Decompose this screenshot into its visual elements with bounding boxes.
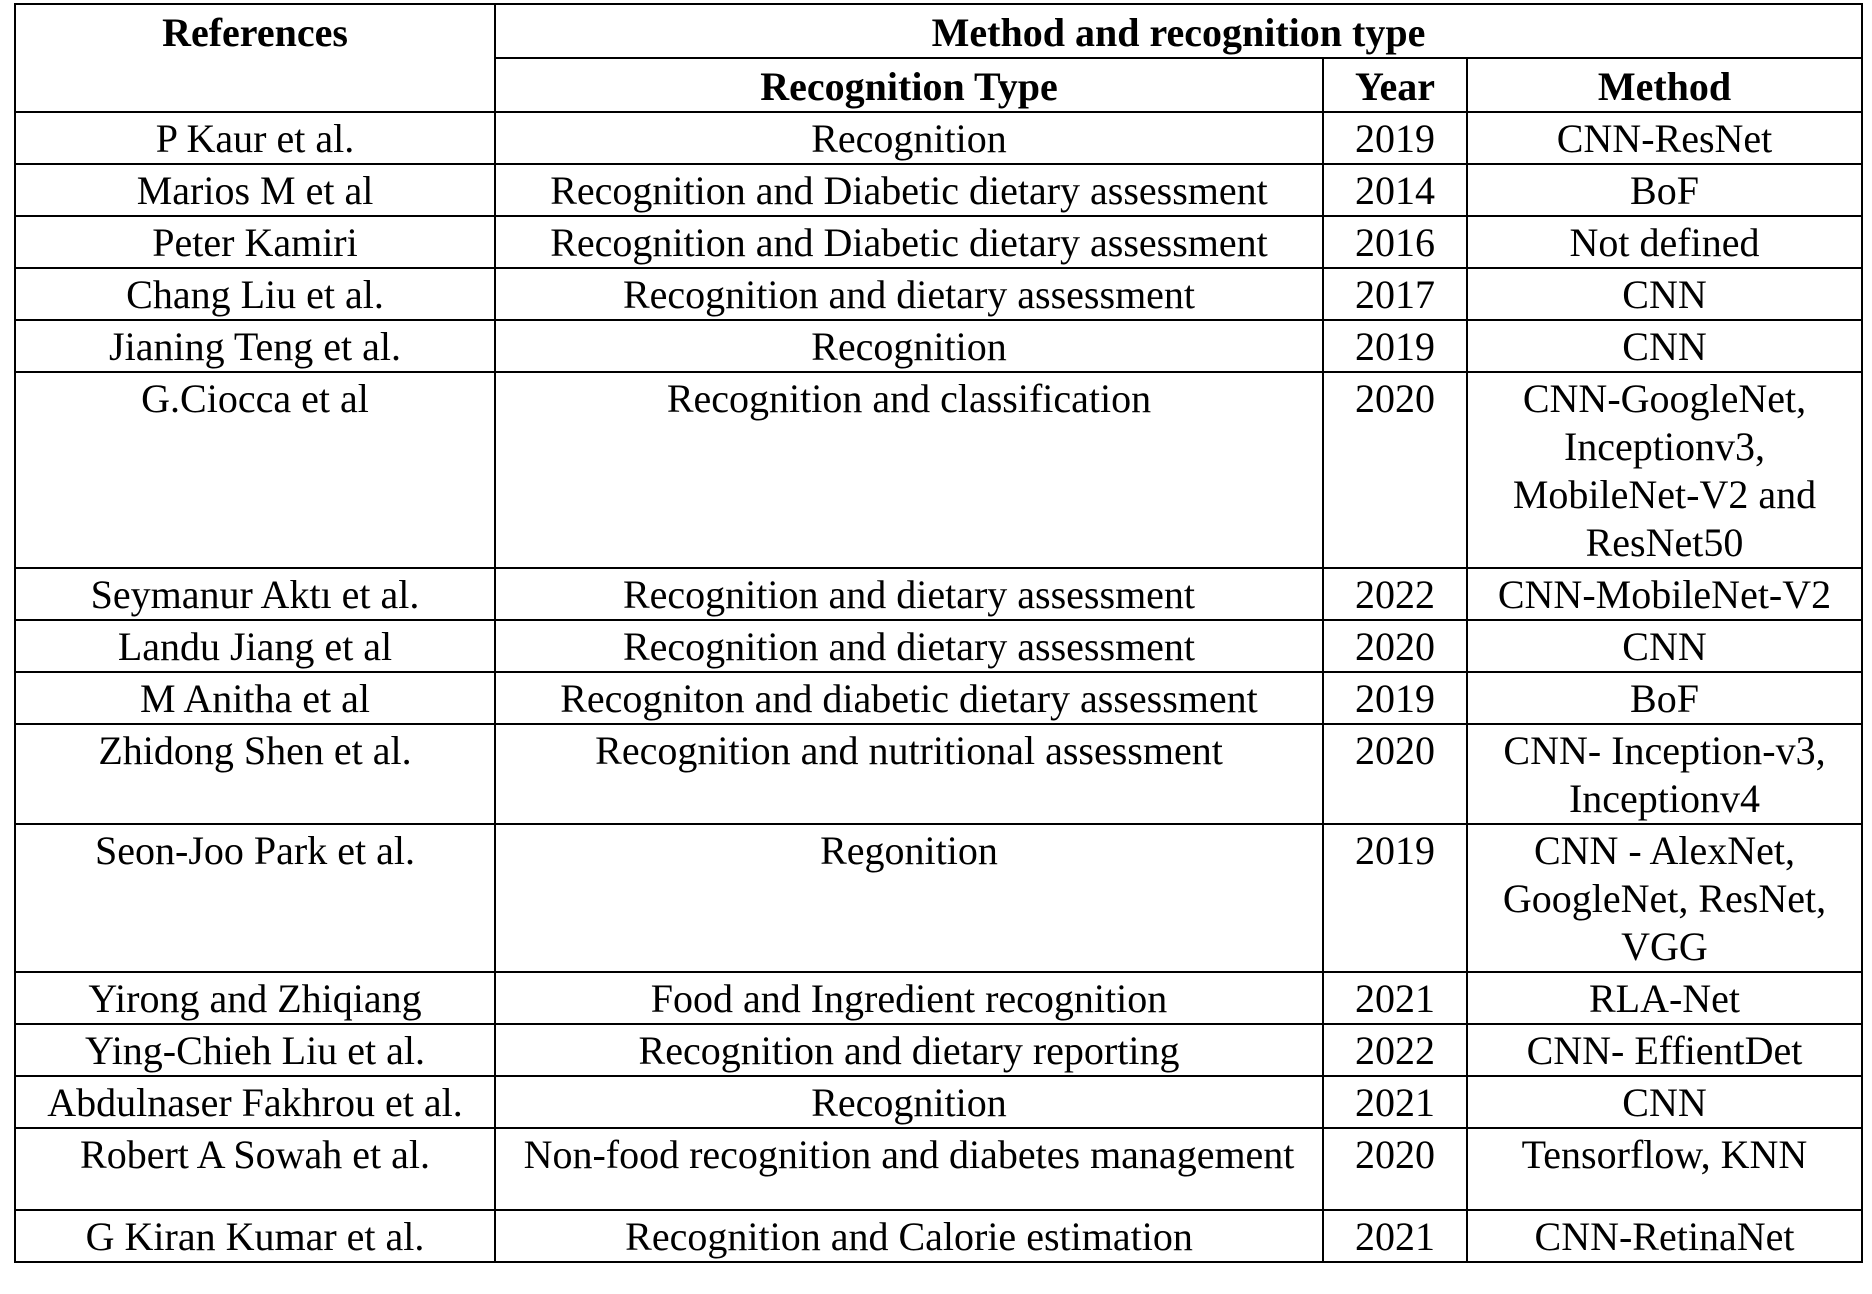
cell-reference: Jianing Teng et al.	[15, 320, 495, 372]
cell-year: 2017	[1323, 268, 1467, 320]
table-row	[15, 1024, 1862, 1076]
cell-year: 2020	[1323, 620, 1467, 672]
table-row	[15, 568, 1862, 620]
cell-reference: Robert A Sowah et al.	[15, 1128, 495, 1210]
table-row	[15, 1128, 1862, 1210]
table-row	[15, 620, 1862, 672]
cell-recognition-type: Recognition and nutritional assessment	[495, 724, 1323, 824]
cell-year: 2014	[1323, 164, 1467, 216]
table-row	[15, 372, 1862, 568]
table-row	[15, 672, 1862, 724]
cell-reference: M Anitha et al	[15, 672, 495, 724]
table-row	[15, 164, 1862, 216]
cell-method: CNN	[1467, 620, 1862, 672]
cell-year: 2019	[1323, 672, 1467, 724]
cell-method: CNN	[1467, 1076, 1862, 1128]
cell-year: 2022	[1323, 568, 1467, 620]
cell-method: CNN-ResNet	[1467, 112, 1862, 164]
cell-year: 2021	[1323, 1210, 1467, 1262]
cell-method: CNN- EffientDet	[1467, 1024, 1862, 1076]
cell-recognition-type: Recognition and dietary reporting	[495, 1024, 1323, 1076]
cell-year: 2016	[1323, 216, 1467, 268]
cell-recognition-type: Recogniton and diabetic dietary assessment	[495, 672, 1323, 724]
cell-year: 2019	[1323, 320, 1467, 372]
header-references: References	[15, 4, 495, 112]
cell-reference: Marios M et al	[15, 164, 495, 216]
cell-year: 2019	[1323, 112, 1467, 164]
cell-reference: Ying-Chieh Liu et al.	[15, 1024, 495, 1076]
cell-method: CNN- Inception-v3, Inceptionv4	[1467, 724, 1862, 824]
cell-reference: Zhidong Shen et al.	[15, 724, 495, 824]
cell-recognition-type: Recognition and dietary assessment	[495, 268, 1323, 320]
cell-recognition-type: Recognition and Diabetic dietary assessment	[495, 216, 1323, 268]
cell-recognition-type: Recognition and Diabetic dietary assessment	[495, 164, 1323, 216]
cell-year: 2021	[1323, 972, 1467, 1024]
cell-recognition-type: Recognition	[495, 1076, 1323, 1128]
cell-method: CNN-GoogleNet, Inceptionv3, MobileNet-V2 and ResNet50	[1467, 372, 1862, 568]
header-row-top	[15, 4, 1862, 58]
cell-recognition-type: Recognition and classification	[495, 372, 1323, 568]
cell-year: 2020	[1323, 724, 1467, 824]
references-table	[14, 3, 1863, 1263]
cell-method: CNN-RetinaNet	[1467, 1210, 1862, 1262]
cell-method: CNN	[1467, 268, 1862, 320]
cell-reference: Peter Kamiri	[15, 216, 495, 268]
header-year: Year	[1323, 58, 1467, 112]
table-row	[15, 268, 1862, 320]
cell-recognition-type: Food and Ingredient recognition	[495, 972, 1323, 1024]
table-row	[15, 824, 1862, 972]
cell-recognition-type: Recognition and dietary assessment	[495, 568, 1323, 620]
table-row	[15, 1210, 1862, 1262]
cell-year: 2019	[1323, 824, 1467, 972]
table-row	[15, 216, 1862, 268]
cell-reference: G Kiran Kumar et al.	[15, 1210, 495, 1262]
cell-recognition-type: Recognition	[495, 112, 1323, 164]
header-group: Method and recognition type	[495, 4, 1862, 58]
table-row	[15, 320, 1862, 372]
cell-method: BoF	[1467, 164, 1862, 216]
cell-method: BoF	[1467, 672, 1862, 724]
cell-year: 2020	[1323, 372, 1467, 568]
cell-method: CNN - AlexNet, GoogleNet, ResNet, VGG	[1467, 824, 1862, 972]
cell-method: Tensorflow, KNN	[1467, 1128, 1862, 1210]
cell-reference: Landu Jiang et al	[15, 620, 495, 672]
cell-year: 2020	[1323, 1128, 1467, 1210]
table-body	[15, 112, 1862, 1262]
cell-reference: Yirong and Zhiqiang	[15, 972, 495, 1024]
table-row	[15, 724, 1862, 824]
table-row	[15, 1076, 1862, 1128]
cell-recognition-type: Non-food recognition and diabetes management	[495, 1128, 1323, 1210]
cell-recognition-type: Recognition and dietary assessment	[495, 620, 1323, 672]
header-recognition-type: Recognition Type	[495, 58, 1323, 112]
cell-method: CNN	[1467, 320, 1862, 372]
table-row	[15, 112, 1862, 164]
header-method: Method	[1467, 58, 1862, 112]
table-row	[15, 972, 1862, 1024]
cell-reference: Seon-Joo Park et al.	[15, 824, 495, 972]
cell-reference: Seymanur Aktı et al.	[15, 568, 495, 620]
cell-recognition-type: Recognition and Calorie estimation	[495, 1210, 1323, 1262]
cell-reference: Abdulnaser Fakhrou et al.	[15, 1076, 495, 1128]
cell-reference: P Kaur et al.	[15, 112, 495, 164]
cell-reference: G.Ciocca et al	[15, 372, 495, 568]
cell-recognition-type: Regonition	[495, 824, 1323, 972]
cell-year: 2021	[1323, 1076, 1467, 1128]
cell-recognition-type: Recognition	[495, 320, 1323, 372]
cell-method: CNN-MobileNet-V2	[1467, 568, 1862, 620]
cell-method: Not defined	[1467, 216, 1862, 268]
cell-reference: Chang Liu et al.	[15, 268, 495, 320]
cell-method: RLA-Net	[1467, 972, 1862, 1024]
cell-year: 2022	[1323, 1024, 1467, 1076]
